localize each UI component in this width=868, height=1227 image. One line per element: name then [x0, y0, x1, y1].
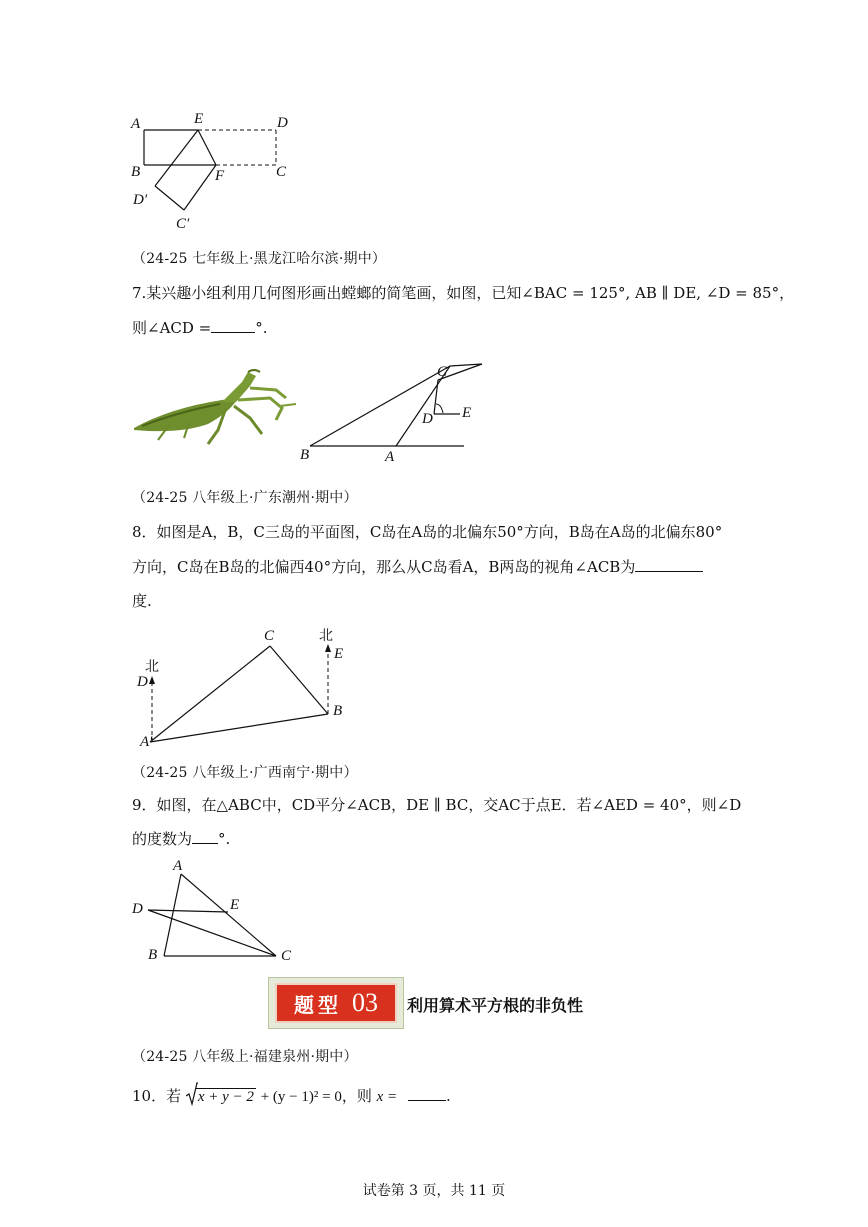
question-source: （24-25 八年级上·广东潮州·期中）: [132, 490, 358, 506]
question-source: （24-25 八年级上·广西南宁·期中）: [132, 765, 358, 781]
question-source: （24-25 七年级上·黑龙江哈尔滨·期中）: [132, 251, 387, 267]
label-c-prime: C′: [176, 216, 190, 232]
question-8-line-3: 度.: [132, 592, 152, 610]
label-e: E: [230, 897, 240, 913]
mantis-image: [130, 368, 302, 448]
page-footer: 试卷第 3 页，共 11 页: [362, 1183, 506, 1199]
label-d: D: [422, 411, 433, 427]
label-b: B: [131, 164, 141, 180]
question-9-unit: °.: [218, 830, 231, 848]
label-c: C: [437, 364, 448, 380]
label-c: C: [276, 164, 287, 180]
answer-blank[interactable]: [635, 557, 703, 572]
variable-x: x =: [376, 1089, 398, 1105]
question-7-line-1: 7.某兴趣小组利用几何图形画出螳螂的简笔画，如图，已知∠BAC = 125°, AB ∥ DE, ∠D = 85°，: [132, 284, 795, 302]
question-7-unit: °.: [255, 319, 268, 337]
section-tag-number: 03: [352, 988, 378, 1017]
label-e: E: [334, 646, 344, 662]
section-tag-text: 题型: [294, 992, 342, 1017]
question-10-end: .: [445, 1087, 451, 1105]
question-8-line-1: 8．如图是A，B，C三岛的平面图，C岛在A岛的北偏东50°方向，B岛在A岛的北偏东80°: [132, 523, 723, 541]
answer-blank[interactable]: [211, 318, 255, 333]
label-d: D: [277, 115, 288, 131]
label-b: B: [300, 447, 310, 463]
question-9-prompt: 的度数为: [132, 830, 193, 848]
label-a: A: [131, 116, 141, 132]
north-label: 北: [145, 659, 159, 675]
question-7-prompt: 则∠ACD =: [132, 319, 212, 337]
label-c: C: [281, 948, 292, 964]
label-d: D: [132, 901, 143, 917]
sqrt-expression: [186, 1086, 256, 1107]
radicand: x + y − 2: [197, 1089, 254, 1105]
answer-blank[interactable]: [408, 1086, 446, 1101]
question-7-line-2: [132, 318, 268, 338]
label-d: D: [137, 674, 148, 690]
label-b: B: [148, 947, 158, 963]
label-f: F: [215, 168, 225, 184]
label-c: C: [264, 628, 275, 644]
label-a: A′: [140, 734, 153, 750]
question-10: [132, 1086, 451, 1107]
section-title: 利用算术平方根的非负性: [407, 996, 584, 1015]
question-10-prefix: 10．若: [132, 1087, 182, 1105]
question-source: （24-25 八年级上·福建泉州·期中）: [132, 1049, 358, 1065]
sqrt-sign-icon: [186, 1082, 198, 1106]
label-e: E: [194, 111, 204, 127]
equation-rest: + (y − 1)² = 0，则: [260, 1089, 372, 1105]
section-tag-badge: [275, 983, 397, 1023]
label-a: A: [173, 858, 183, 874]
label-d-prime: D′: [133, 192, 148, 208]
north-label: 北: [319, 628, 333, 644]
question-8-line-2: [132, 557, 703, 577]
label-a: A: [385, 449, 395, 465]
label-b: B: [333, 703, 343, 719]
question-9-line-1: 9．如图，在△ABC中，CD平分∠ACB，DE ∥ BC，交AC于点E．若∠AED = 40°，则∠D: [132, 796, 742, 814]
question-9-line-2: [132, 829, 230, 849]
question-8-prompt: 方向，C岛在B岛的北偏西40°方向，那么从C岛看A，B两岛的视角∠ACB为: [132, 558, 636, 576]
label-e: E: [462, 405, 472, 421]
islands-figure: [130, 630, 360, 760]
section-tag: [268, 977, 404, 1029]
answer-blank[interactable]: [192, 829, 218, 844]
